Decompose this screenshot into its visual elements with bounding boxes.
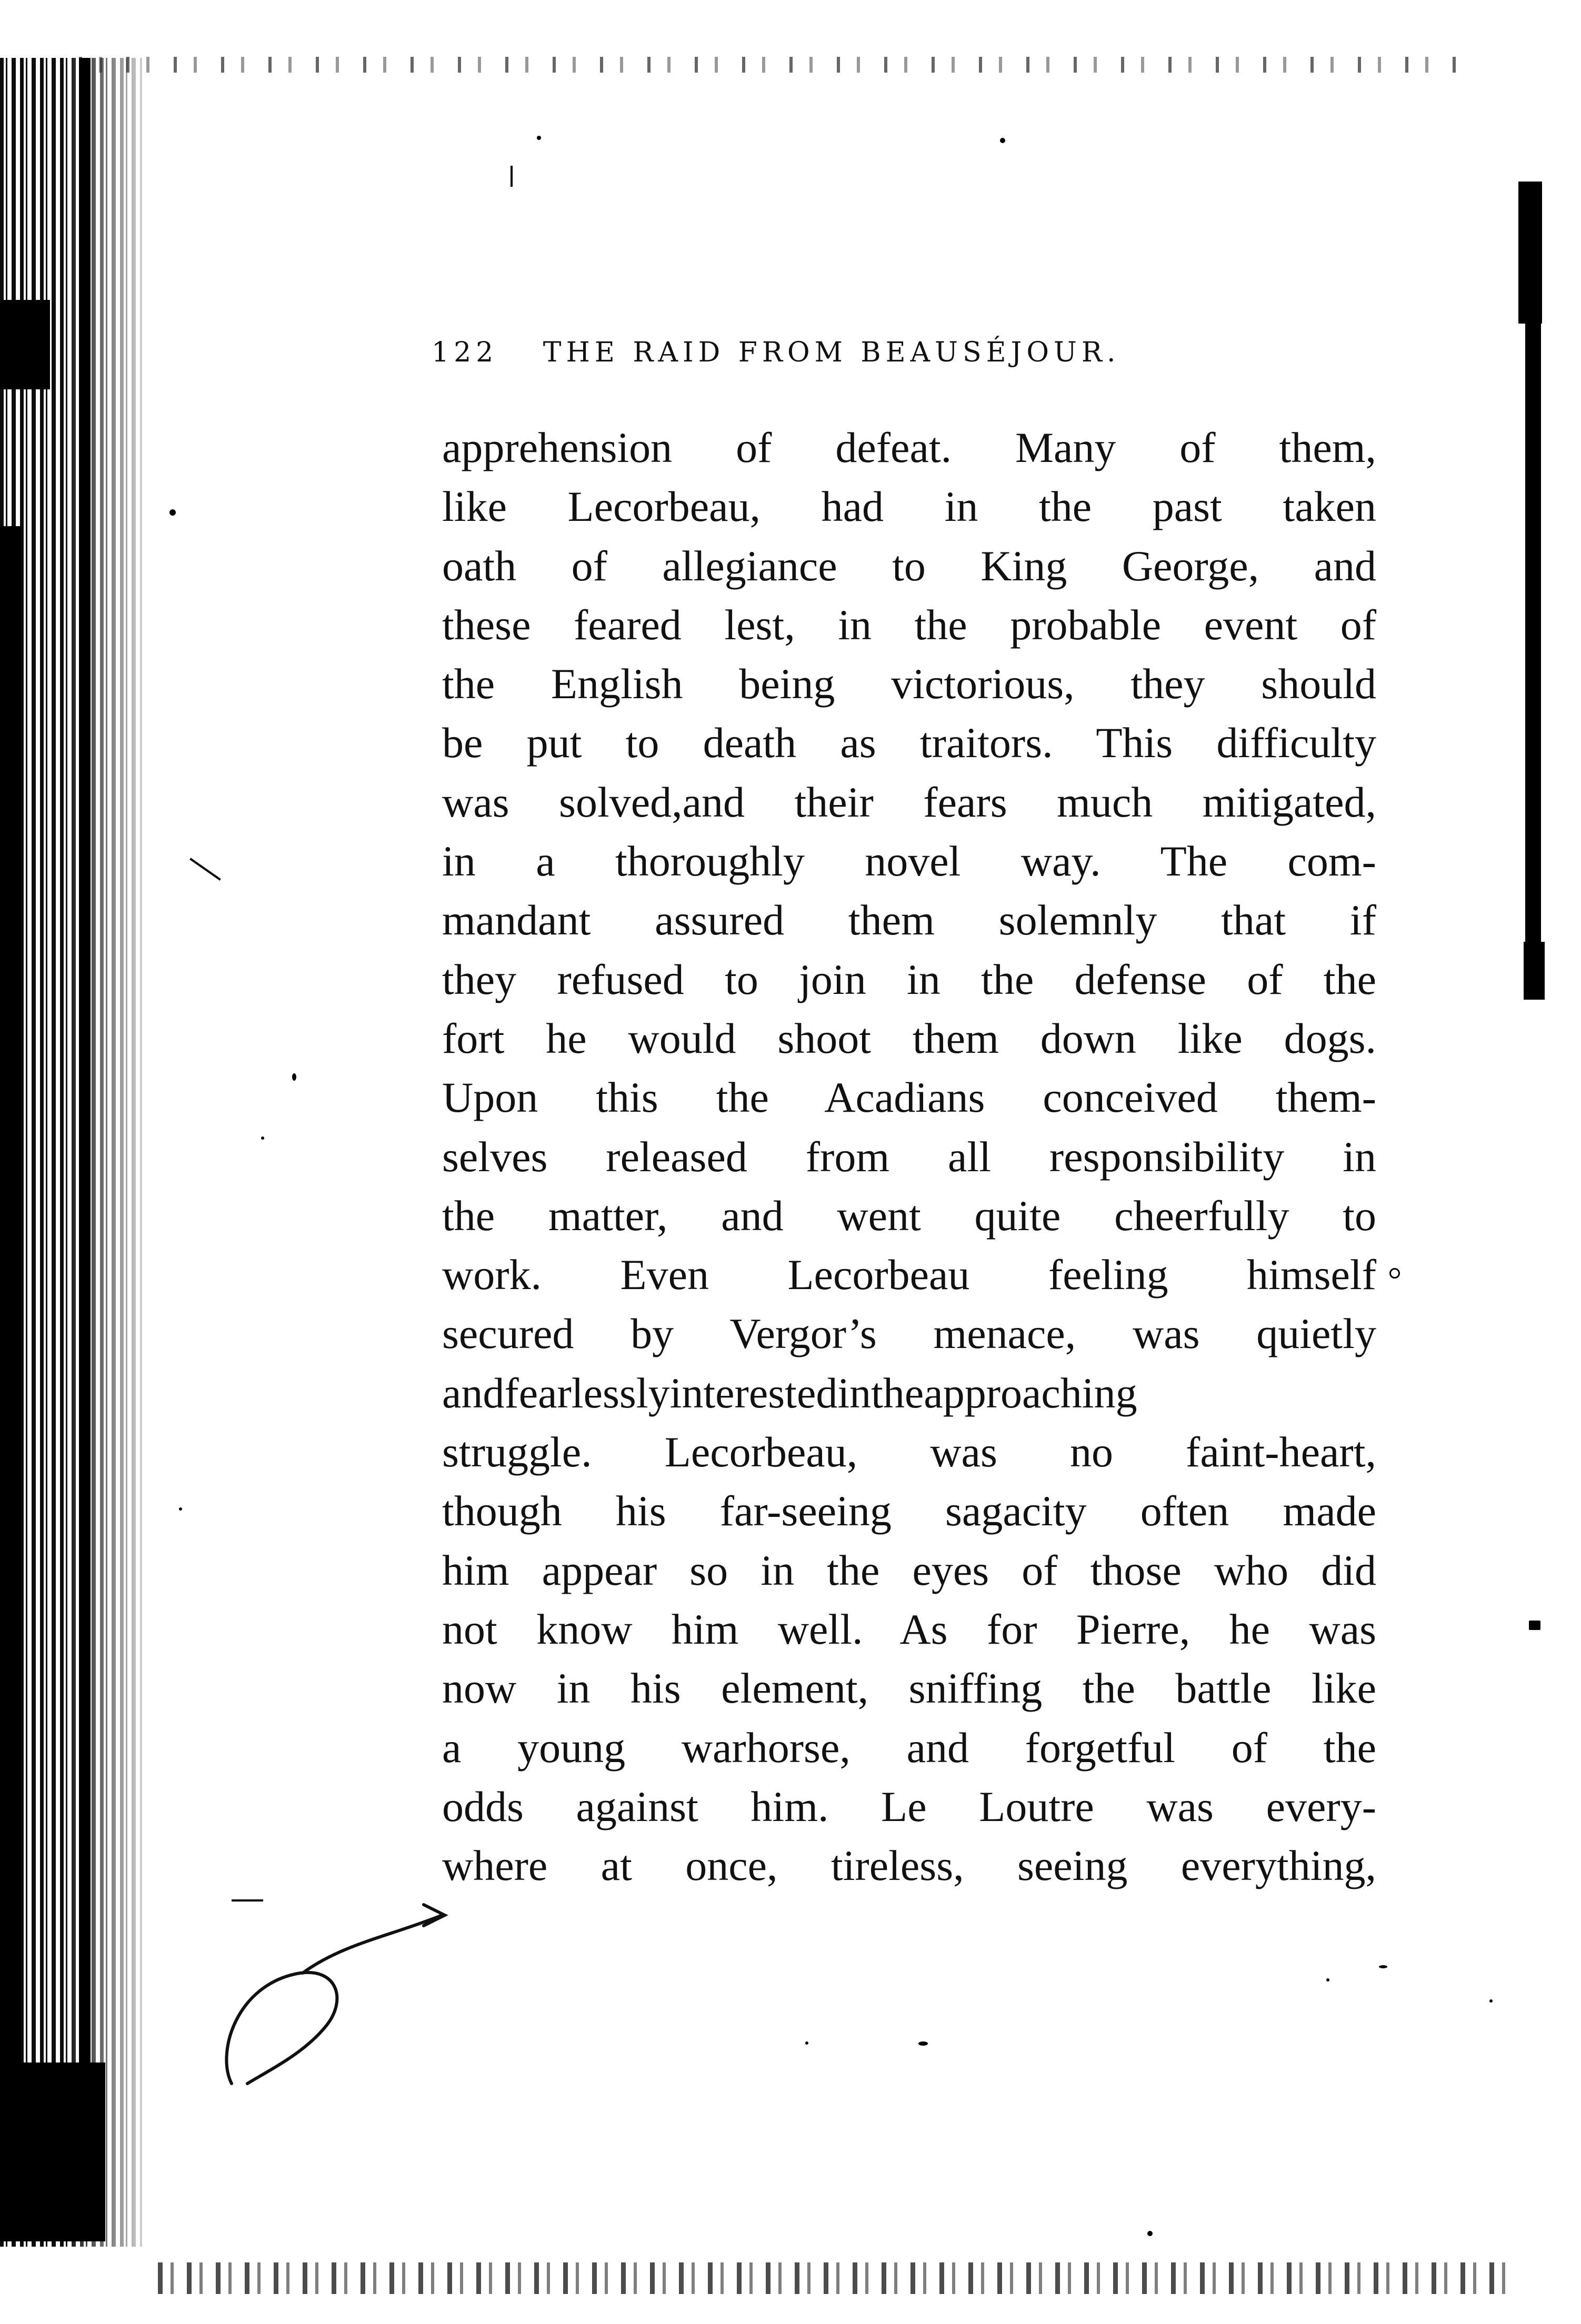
text-line: now in his element, sniffing the battle like: [442, 1664, 1376, 1713]
text-line: him appear so in the eyes of those who did: [442, 1546, 1376, 1594]
text-line: the matter, and went quite cheerfully to: [442, 1191, 1376, 1240]
speck: [1147, 2231, 1153, 2236]
text-line: be put to death as traitors. This difficulty: [442, 719, 1376, 767]
top-edge-scan-noise: [79, 57, 1458, 73]
pen-stroke-mark: [1389, 1268, 1400, 1279]
text-line: andfearlesslyinterestedintheapproaching: [442, 1369, 1137, 1417]
text-line: they refused to join in the defense of the: [442, 955, 1376, 1003]
pen-stroke-mark: [511, 166, 513, 187]
text-line: fort he would shoot them down like dogs.: [442, 1014, 1376, 1062]
speck: [1489, 1999, 1493, 2003]
text-line: Upon this the Acadians conceived them-: [442, 1073, 1376, 1122]
speck: [179, 1507, 182, 1511]
text-line: was solved,and their fears much mitigated,: [442, 778, 1376, 826]
binding-shadow-block: [0, 300, 50, 389]
right-edge-bar: [1525, 182, 1541, 1000]
text-line: oath of allegiance to King George, and: [442, 541, 1376, 590]
speck: [537, 136, 541, 140]
body-text-block: [442, 418, 1376, 1895]
binding-spine-line: [79, 58, 91, 2241]
text-line: struggle. Lecorbeau, was no faint-heart,: [442, 1428, 1376, 1476]
running-head: [432, 337, 1284, 368]
text-line: like Lecorbeau, had in the past taken: [442, 482, 1376, 531]
text-line: mandant assured them solemnly that if: [442, 896, 1376, 944]
text-line: apprehension of defeat. Many of them,: [442, 424, 1376, 471]
text-line: secured by Vergor’s menace, was quietly: [442, 1310, 1376, 1358]
text-line: where at once, tireless, seeing everything,: [442, 1842, 1376, 1890]
handwritten-scribble-icon: [216, 1894, 458, 2094]
speck: [261, 1136, 264, 1140]
page-number: 122: [432, 337, 498, 368]
binding-shadow-strip: [0, 526, 21, 2210]
text-line: though his far-seeing sagacity often made: [442, 1487, 1376, 1535]
text-line: work. Even Lecorbeau feeling himself: [442, 1251, 1376, 1299]
text-line: not know him well. As for Pierre, he was: [442, 1605, 1376, 1653]
speck: [805, 2041, 808, 2045]
text-line: selves released from all responsibility in: [442, 1132, 1376, 1181]
text-line: these feared lest, in the probable event of: [442, 600, 1376, 649]
text-line: in a thoroughly novel way. The com-: [442, 837, 1376, 886]
speck: [169, 509, 176, 516]
text-line: the English being victorious, they should: [442, 660, 1376, 708]
text-line: a young warhorse, and forgetful of the: [442, 1723, 1376, 1772]
speck: [1379, 1965, 1387, 1968]
pen-stroke-mark: [189, 858, 221, 880]
speck: [1326, 1978, 1329, 1981]
binding-edge-fade: [63, 58, 147, 2247]
bottom-edge-scan-noise: [158, 2262, 1505, 2294]
speck: [1000, 138, 1005, 143]
running-title: THE RAID FROM BEAUSÉJOUR.: [543, 337, 1120, 368]
right-edge-bar-foot: [1524, 942, 1545, 1000]
text-line: odds against him. Le Loutre was every-: [442, 1782, 1376, 1830]
speck: [1529, 1621, 1540, 1630]
speck: [918, 2041, 928, 2046]
speck: [292, 1073, 296, 1081]
